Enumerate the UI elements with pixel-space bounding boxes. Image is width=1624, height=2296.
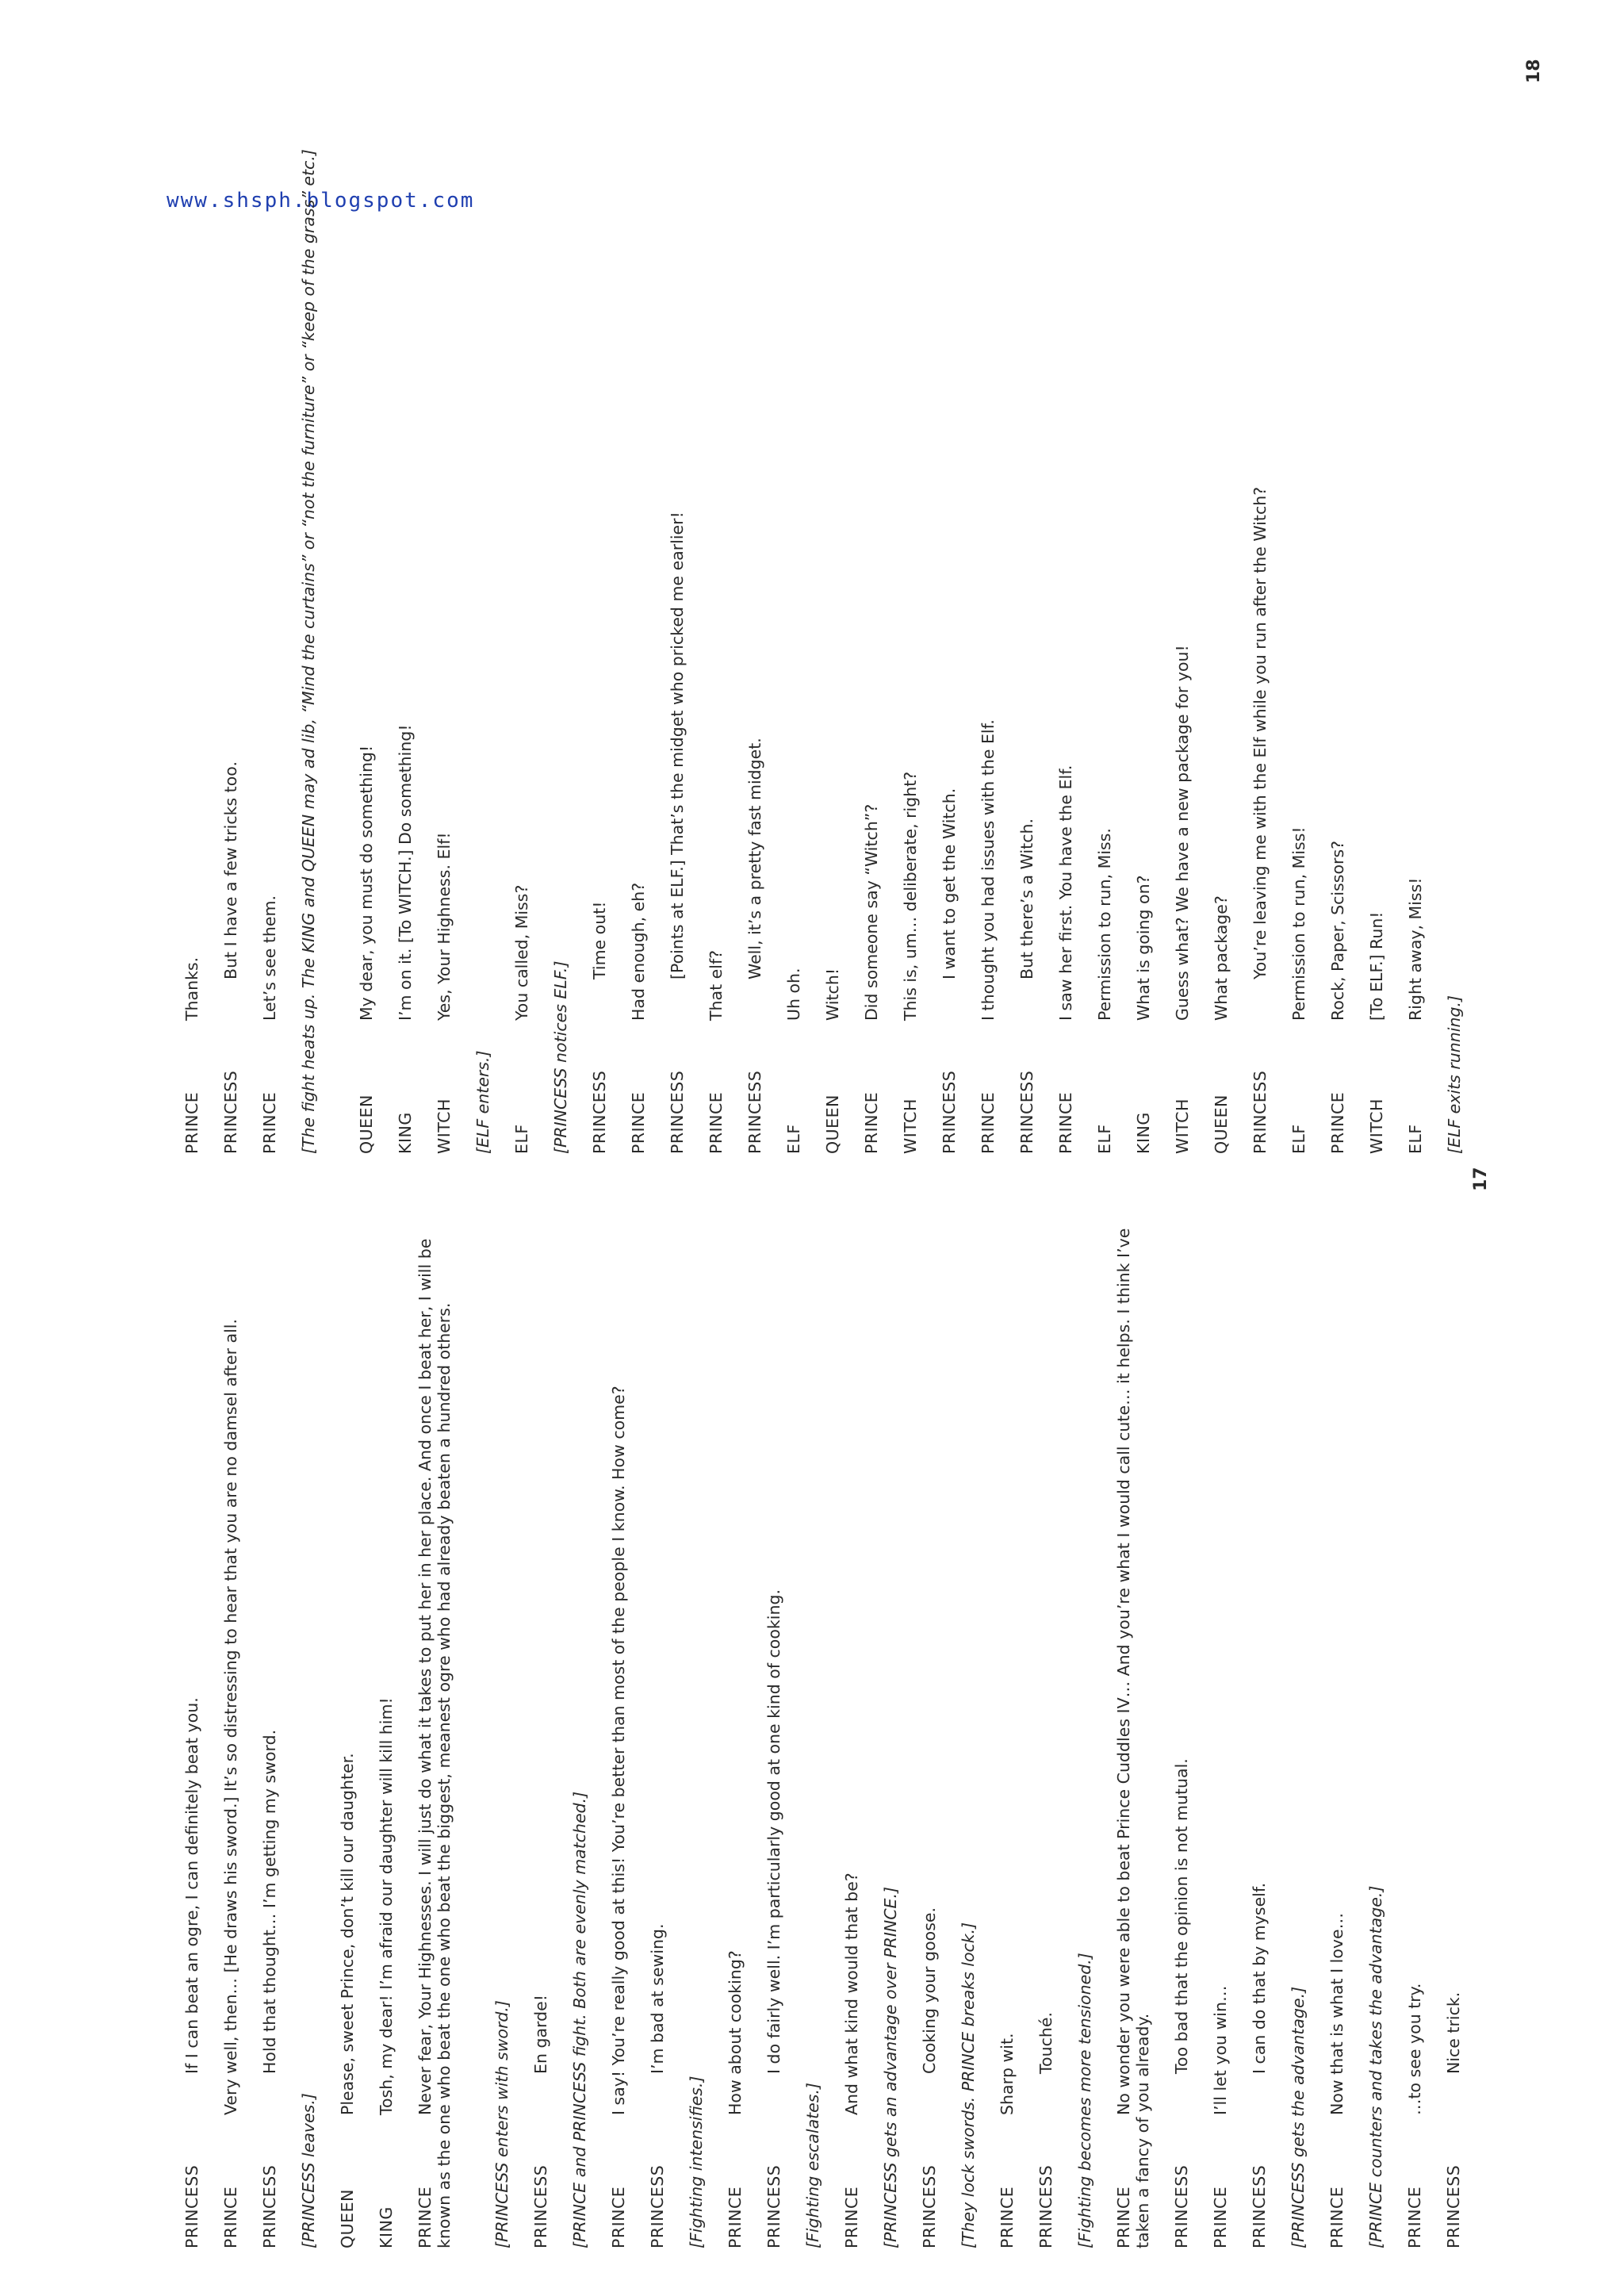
- dialogue-text: Rock, Paper, Scissors?: [1328, 840, 1347, 1021]
- speaker-name: PRINCESS: [940, 1070, 959, 1154]
- dialogue-text: But I have a few tricks too.: [221, 761, 240, 979]
- dialogue-text: Yes, Your Highness. Elf!: [435, 832, 454, 1021]
- speaker-name: PRINCESS: [221, 1070, 240, 1154]
- speaker-name: PRINCESS: [260, 2164, 279, 2248]
- speaker-name: PRINCE: [221, 2186, 240, 2248]
- speaker-name: PRINCESS: [764, 2164, 783, 2248]
- speaker-name: PRINCE: [726, 2186, 745, 2248]
- speaker-name: PRINCE: [1114, 2186, 1133, 2248]
- dialogue-text: What package?: [1212, 895, 1231, 1021]
- dialogue-text: But there’s a Witch.: [1017, 818, 1036, 979]
- dialogue-text: I saw her first. You have the Elf.: [1056, 765, 1075, 1021]
- dialogue-text: I can do that by myself.: [1250, 1882, 1269, 2074]
- dialogue-text: If I can beat an ogre, I can definitely beat you.: [182, 1697, 201, 2074]
- stage-direction-text: [PRINCESS gets the advantage.]: [1289, 1986, 1308, 2248]
- watermark: www.shsph.blogspot.com: [167, 189, 475, 213]
- stage-direction-text: [Fighting escalates.]: [803, 2083, 822, 2248]
- dialogue-text: I’m on it. [To WITCH.] Do something!: [396, 724, 415, 1021]
- speaker-name: PRINCESS: [531, 2164, 550, 2248]
- page-number-left: 17: [1471, 1167, 1491, 1191]
- speaker-name: PRINCE: [842, 2186, 861, 2248]
- dialogue-text: How about cooking?: [726, 1950, 745, 2115]
- page-number-right: 18: [1524, 59, 1544, 83]
- dialogue-text: Time out!: [590, 901, 609, 979]
- dialogue-text: Tosh, my dear! I’m afraid our daughter will kill him!: [377, 1697, 396, 2115]
- dialogue-text: Had enough, eh?: [629, 882, 648, 1021]
- speaker-name: QUEEN: [823, 1094, 842, 1154]
- dialogue-text: …to see you try.: [1405, 1983, 1424, 2115]
- speaker-name: WITCH: [1367, 1098, 1386, 1154]
- dialogue-text: You’re leaving me with the Elf while you run after the Witch?: [1251, 486, 1270, 979]
- speaker-name: KING: [396, 1112, 415, 1154]
- speaker-name: ELF: [1406, 1124, 1425, 1154]
- speaker-name: WITCH: [901, 1098, 920, 1154]
- speaker-name: PRINCE: [609, 2186, 628, 2248]
- dialogue-text: [Points at ELF.] That’s the midget who pricked me earlier!: [668, 512, 687, 979]
- stage-direction-text: [Fighting intensifies.]: [687, 2076, 706, 2248]
- speaker-name: PRINCE: [182, 1091, 201, 1154]
- stage-direction-text: [ELF enters.]: [473, 1050, 492, 1154]
- dialogue-text: Now that is what I love…: [1327, 1912, 1346, 2115]
- speaker-name: PRINCE: [707, 1091, 726, 1154]
- speaker-name: QUEEN: [357, 1094, 376, 1154]
- dialogue-text: My dear, you must do something!: [357, 745, 376, 1021]
- left-page-column: [0, 1217, 1624, 2248]
- dialogue-text: Thanks.: [182, 956, 201, 1021]
- dialogue-text: Please, sweet Prince, don’t kill our daughter.: [338, 1753, 357, 2115]
- stage-direction-text: [The fight heats up. The KING and QUEEN may ad lib, “Mind the curtains” or “not the furniture” or “keep of the grass” etc.]: [299, 149, 318, 1154]
- dialogue-text: Never fear, Your Highnesses. I will just do what it takes to put her in her place. And once I beat her, I will be known as the one who beat the one who beat the biggest, meanest ogre who had already beaten a hundred others.: [416, 1238, 454, 2248]
- speaker-name: WITCH: [435, 1098, 454, 1154]
- speaker-name: ELF: [1095, 1124, 1114, 1154]
- speaker-name: PRINCESS: [1250, 2164, 1269, 2248]
- dialogue-text: Very well, then… [He draws his sword.] It’s so distressing to hear that you are no damsel after all.: [221, 1319, 240, 2115]
- dialogue-text: And what kind would that be?: [842, 1872, 861, 2115]
- speaker-name: WITCH: [1173, 1098, 1192, 1154]
- speaker-name: PRINCE: [416, 2186, 435, 2248]
- stage-direction-text: [PRINCE counters and takes the advantage.]: [1366, 1885, 1385, 2248]
- stage-direction-text: [PRINCESS leaves.]: [299, 2093, 318, 2248]
- dialogue-text: I’m bad at sewing.: [648, 1923, 667, 2074]
- stage-direction-text: [PRINCESS notices ELF.]: [551, 960, 570, 1154]
- speaker-name: PRINCE: [979, 1091, 998, 1154]
- dialogue-text: Cooking your goose.: [920, 1907, 939, 2074]
- speaker-name: PRINCE: [260, 1091, 279, 1154]
- dialogue-text: Hold that thought… I’m getting my sword.: [260, 1729, 279, 2074]
- speaker-name: PRINCE: [1327, 2186, 1346, 2248]
- dialogue-text: Uh oh.: [784, 968, 803, 1021]
- speaker-name: PRINCESS: [1251, 1070, 1270, 1154]
- speaker-name: QUEEN: [1212, 1094, 1231, 1154]
- dialogue-text: Sharp wit.: [998, 2033, 1017, 2115]
- speaker-name: PRINCE: [1211, 2186, 1230, 2248]
- dialogue-text: Right away, Miss!: [1406, 877, 1425, 1021]
- speaker-name: PRINCESS: [668, 1070, 687, 1154]
- dialogue-text: I’ll let you win…: [1211, 1985, 1230, 2115]
- speaker-name: PRINCE: [1328, 1091, 1347, 1154]
- speaker-name: ELF: [1289, 1124, 1308, 1154]
- dialogue-text: En garde!: [531, 1995, 550, 2074]
- speaker-name: PRINCESS: [920, 2164, 939, 2248]
- speaker-name: PRINCESS: [182, 2164, 201, 2248]
- dialogue-text: I say! You’re really good at this! You’re better than most of the people I know. How come?: [609, 1386, 628, 2115]
- speaker-name: ELF: [512, 1124, 531, 1154]
- dialogue-text: Well, it’s a pretty fast midget.: [745, 738, 764, 979]
- dialogue-text: Guess what? We have a new package for you!: [1173, 645, 1192, 1021]
- dialogue-text: Too bad that the opinion is not mutual.: [1172, 1758, 1191, 2074]
- stage-direction-text: [PRINCE and PRINCESS fight. Both are evenly matched.]: [570, 1791, 589, 2248]
- stage-direction-text: [Fighting becomes more tensioned.]: [1075, 1953, 1094, 2248]
- speaker-name: PRINCE: [1056, 1091, 1075, 1154]
- stage-direction-text: [ELF exits running.]: [1445, 995, 1464, 1154]
- speaker-name: PRINCE: [998, 2186, 1017, 2248]
- stage-direction-text: [PRINCESS gets an advantage over PRINCE.]: [881, 1887, 900, 2248]
- dialogue-text: That elf?: [707, 949, 726, 1021]
- dialogue-text: Permission to run, Miss.: [1095, 828, 1114, 1021]
- dialogue-text: This is, um… deliberate, right?: [901, 771, 920, 1021]
- speaker-name: PRINCESS: [648, 2164, 667, 2248]
- dialogue-text: [To ELF.] Run!: [1367, 911, 1386, 1021]
- stage-direction-text: [They lock swords. PRINCE breaks lock.]: [959, 1922, 978, 2248]
- speaker-name: KING: [1134, 1112, 1153, 1154]
- speaker-name: KING: [377, 2206, 396, 2248]
- speaker-name: ELF: [784, 1124, 803, 1154]
- speaker-name: PRINCESS: [745, 1070, 764, 1154]
- dialogue-text: Let’s see them.: [260, 895, 279, 1021]
- speaker-name: PRINCE: [862, 1091, 881, 1154]
- speaker-name: QUEEN: [338, 2189, 357, 2248]
- dialogue-text: I do fairly well. I’m particularly good at one kind of cooking.: [764, 1589, 783, 2074]
- dialogue-text: Permission to run, Miss!: [1289, 826, 1308, 1021]
- speaker-name: PRINCE: [1405, 2186, 1424, 2248]
- dialogue-text: No wonder you were able to beat Prince Cuddles IV… And you’re what I would call cute… it helps. I think I’ve taken a fancy of you already.: [1114, 1228, 1152, 2248]
- dialogue-text: What is going on?: [1134, 875, 1153, 1021]
- stage-direction-text: [PRINCESS enters with sword.]: [492, 2000, 511, 2248]
- dialogue-text: Touché.: [1036, 2012, 1055, 2074]
- speaker-name: PRINCESS: [1172, 2164, 1191, 2248]
- dialogue-text: Witch!: [823, 968, 842, 1021]
- dialogue-text: Nice trick.: [1444, 1991, 1463, 2074]
- right-page-column: [0, 59, 1624, 1154]
- speaker-name: PRINCE: [629, 1091, 648, 1154]
- speaker-name: PRINCESS: [1017, 1070, 1036, 1154]
- dialogue-text: You called, Miss?: [512, 884, 531, 1021]
- speaker-name: PRINCESS: [590, 1070, 609, 1154]
- dialogue-text: I want to get the Witch.: [940, 788, 959, 979]
- dialogue-text: Did someone say “Witch”?: [862, 803, 881, 1021]
- speaker-name: PRINCESS: [1036, 2164, 1055, 2248]
- dialogue-text: I thought you had issues with the Elf.: [979, 719, 998, 1021]
- speaker-name: PRINCESS: [1444, 2164, 1463, 2248]
